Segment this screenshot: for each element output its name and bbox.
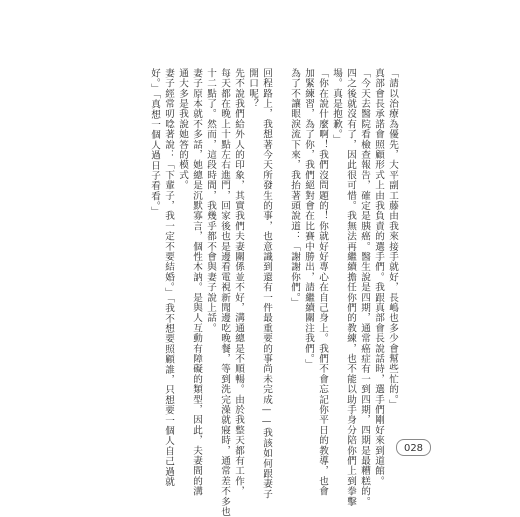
- text-column: 「請以治療為優先，大平副工藤由我來接手就好，長嶋也多少會幫些忙的。」: [387, 68, 398, 410]
- text-column: 開口呢？: [247, 68, 258, 109]
- text-column: [275, 68, 286, 420]
- text-column: 先不說我們給外人的印象，其實我們夫妻關係並不好，溝通總是不順暢。由於我整天都有工作，: [233, 68, 244, 497]
- page-number: 028: [396, 439, 431, 456]
- text-column: 真部會長承諾會照顧形式上由我負責的選手們。我跟真部會長說話時，選手們剛好來到道館。: [373, 68, 384, 487]
- text-column: 每天都在晚上十點左右進門，回家後也是邊看電視新聞邊吃晚餐，等到洗完澡就寢時，通常差不多也: [219, 68, 230, 517]
- text-column: 場。真是抱歉。」: [331, 68, 342, 145]
- text-column: 加緊練習，為了你，我們絕對會在比賽中勝出，請繼續關注我們。」: [303, 68, 314, 370]
- text-column: 妻子原本就不多話，她總是沉默寡言，個性木訥。是與人互動有障礙的類型，因此，夫妻間的溝: [191, 68, 202, 497]
- text-column: 為了不讓眼淚流下來，我抬著頭說道：「謝謝你們。」: [289, 68, 300, 308]
- text-column: 四之後就沒有了，因此很可惜。我無法再繼續擔任你們的教練，也不能以助手身分陪你們上到拳擊: [345, 68, 356, 507]
- text-column: 「今天去醫院看檢查報告，確定是胰癌。醫生說是四期，通常癌症有一到四期，四期是最糟糕的。: [359, 68, 370, 507]
- text-column: 好。」「真想一個人過日子看看。」: [149, 68, 160, 217]
- text-column: 回程路上，我想著今天所發生的事，也意識到還有一件最重要的事尚未完成——我該如何跟妻子: [261, 68, 272, 500]
- text-column: 通大多是我說她答的模式。: [177, 68, 188, 191]
- text-column: 「你在說什麼啊！我們沒問題的！你就好好專心在自己身上。我們不會忘記你平日的教導，也會: [317, 68, 328, 497]
- text-column: 十二點了。然而，這段時間，我幾乎都不會與妻子說上話。: [205, 68, 216, 334]
- text-column: 妻子經常叨唸著說：「下輩子，我一定不要結婚。」「我不想要照顧誰，只想要一個人自己過就: [163, 68, 174, 487]
- vertical-text-body: [149, 68, 398, 517]
